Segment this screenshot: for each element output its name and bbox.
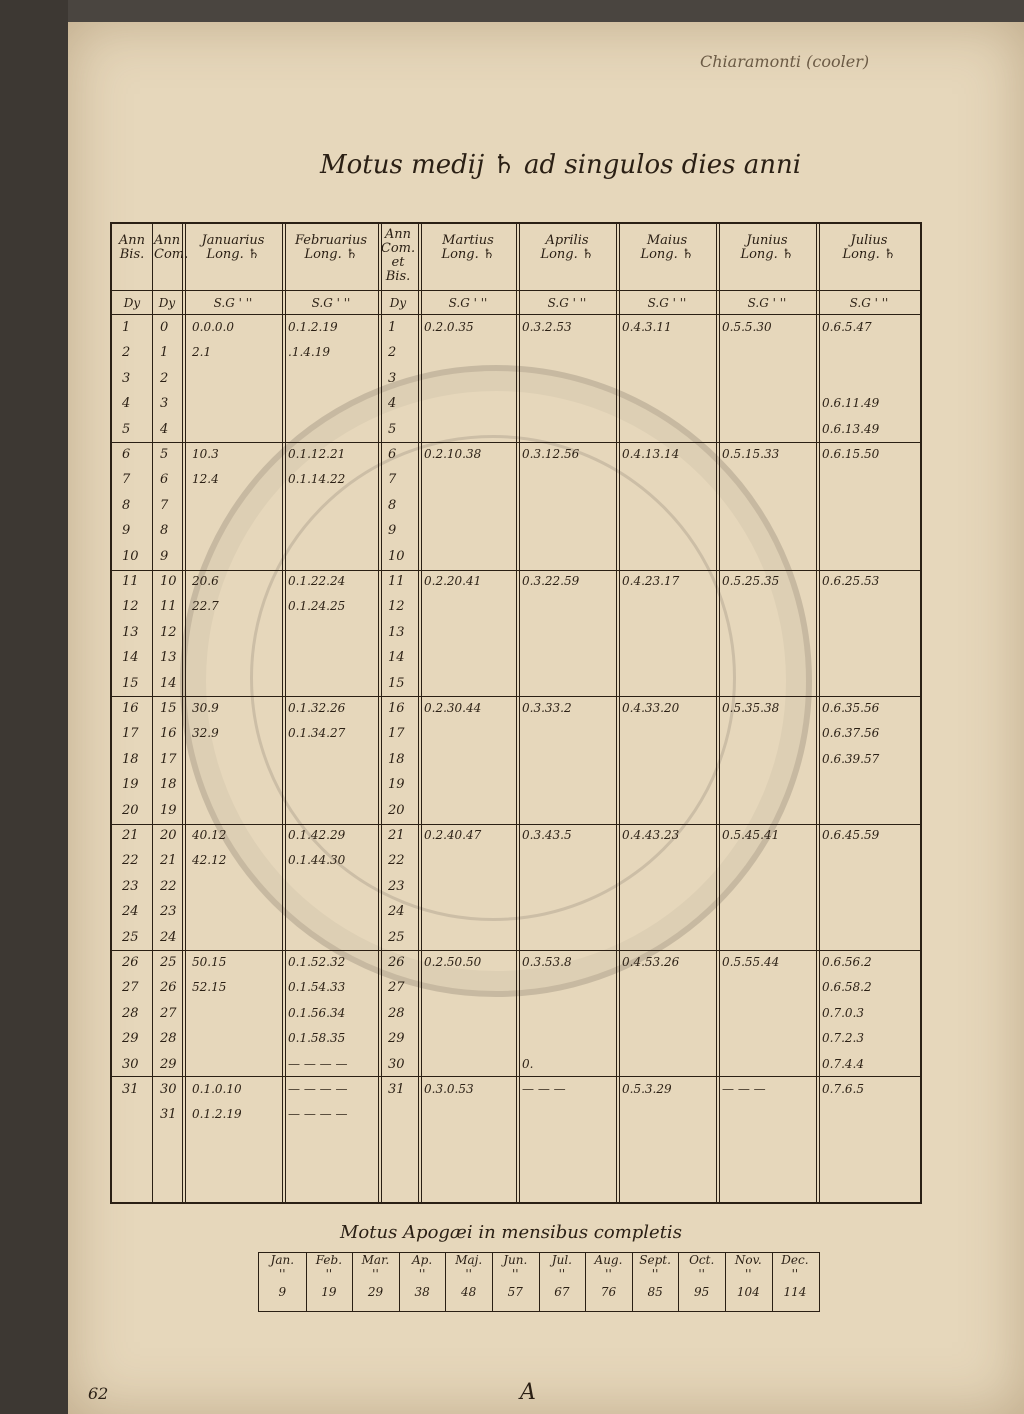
unit-dy: Dy — [158, 296, 176, 310]
unit-sg: S.G ' '' — [448, 296, 488, 310]
day-com-cell: 9 — [160, 548, 169, 564]
value-cell-mar: 0.3.0.53 — [424, 1082, 474, 1096]
day-bis-cell: 21 — [122, 828, 139, 843]
value-cell-feb: 0.1.58.35 — [288, 1031, 346, 1046]
day-com-cell: 12 — [160, 624, 177, 640]
apogee-col — [306, 1253, 354, 1311]
value-cell-apr: 0.3.33.2 — [522, 701, 572, 715]
day-mid-cell: 11 — [388, 574, 405, 589]
apogee-month: Feb. — [315, 1253, 343, 1267]
day-mid-cell: 22 — [388, 853, 405, 869]
day-com-cell: 3 — [160, 396, 169, 412]
unit-dy: Dy — [389, 296, 407, 310]
header-februarius: Februarius Long. ♄ — [294, 233, 368, 262]
col-divider — [816, 224, 820, 1202]
value-cell-jun: 0.5.15.33 — [722, 447, 780, 461]
day-bis-cell: 12 — [122, 599, 139, 615]
day-com-cell: 14 — [160, 675, 177, 691]
day-mid-cell: 30 — [388, 1056, 405, 1072]
day-bis-cell: 8 — [122, 497, 131, 513]
top-note: Chiaramonti (cooler) — [700, 52, 870, 71]
value-cell-apr: 0.3.12.56 — [522, 447, 580, 461]
day-mid-cell: 18 — [388, 751, 405, 767]
value-cell-jan: 32.9 — [192, 726, 219, 741]
day-bis-cell: 23 — [122, 878, 139, 894]
day-bis-cell: 7 — [122, 472, 131, 488]
day-bis-cell: 14 — [122, 650, 139, 666]
row-divider — [112, 314, 920, 315]
day-bis-cell: 10 — [122, 548, 139, 564]
apogee-unit: '' — [651, 1267, 659, 1281]
unit-sg: S.G ' '' — [647, 296, 687, 310]
value-cell-jan: 10.3 — [192, 447, 219, 461]
value-cell-may: 0.4.13.14 — [622, 447, 680, 461]
day-bis-cell: 22 — [122, 853, 139, 869]
day-com-cell: 4 — [160, 421, 169, 437]
day-bis-cell: 28 — [122, 1005, 139, 1021]
day-com-cell: 27 — [160, 1005, 177, 1021]
day-bis-cell: 24 — [122, 904, 139, 920]
value-cell-may: 0.4.53.26 — [622, 955, 680, 969]
value-cell-jun: 0.5.5.30 — [722, 320, 772, 334]
day-bis-cell: 17 — [122, 726, 139, 742]
apogee-unit: '' — [372, 1267, 379, 1281]
value-cell-jul: 0.6.5.47 — [822, 320, 872, 334]
apogee-title: Motus Apogæi in mensibus completis — [340, 1222, 682, 1243]
value-cell-may: 0.4.33.20 — [622, 701, 680, 715]
apogee-value: 57 — [507, 1285, 523, 1299]
apogee-month: Maj. — [455, 1253, 483, 1267]
apogee-col — [399, 1253, 447, 1311]
day-bis-cell: 27 — [122, 980, 139, 996]
apogee-col — [445, 1253, 493, 1311]
value-cell-jun: 0.5.55.44 — [722, 955, 780, 969]
apogee-col — [492, 1253, 540, 1311]
value-cell-jul: 0.7.6.5 — [822, 1082, 864, 1096]
day-com-cell: 22 — [160, 878, 177, 894]
value-cell-may: 0.4.43.23 — [622, 828, 680, 842]
value-cell-mar: 0.2.0.35 — [424, 320, 474, 334]
day-bis-cell: 11 — [122, 574, 139, 589]
day-bis-cell: 25 — [122, 929, 139, 945]
day-bis-cell: 3 — [122, 370, 131, 386]
value-cell-jan: 50.15 — [192, 955, 227, 969]
day-bis-cell: 26 — [122, 955, 139, 970]
day-com-cell: 10 — [160, 574, 177, 589]
col-divider — [152, 224, 153, 1202]
apogee-col — [772, 1253, 819, 1311]
day-com-cell: 8 — [160, 523, 169, 539]
day-com-cell: 11 — [160, 599, 177, 615]
apogee-value: 38 — [414, 1285, 430, 1299]
apogee-value: 114 — [783, 1285, 807, 1299]
row-divider — [112, 696, 920, 697]
day-com-cell: 15 — [160, 701, 177, 716]
day-com-cell: 17 — [160, 751, 177, 767]
day-mid-cell: 2 — [388, 345, 397, 361]
value-cell-jul: 0.6.11.49 — [822, 396, 880, 411]
value-cell-jan: 22.7 — [192, 599, 219, 614]
header-martius: Martius Long. ♄ — [441, 233, 495, 262]
page-edge — [0, 0, 68, 1414]
value-cell-jan: 52.15 — [192, 980, 227, 995]
apogee-unit: '' — [744, 1267, 752, 1281]
apogee-month: Ap. — [412, 1253, 433, 1267]
value-cell-mar: 0.2.50.50 — [424, 955, 482, 969]
value-cell-may: 0.4.3.11 — [622, 320, 672, 334]
day-com-cell: 30 — [160, 1082, 177, 1097]
value-cell-apr: 0.3.22.59 — [522, 574, 580, 588]
value-cell-jul: 0.6.25.53 — [822, 574, 880, 588]
apogee-value: 19 — [321, 1285, 337, 1299]
value-cell-jan: 0.1.2.19 — [192, 1107, 242, 1122]
header-januarius: Januarius Long. ♄ — [201, 233, 265, 262]
day-com-cell: 16 — [160, 726, 177, 742]
day-bis-cell: 31 — [122, 1082, 139, 1097]
value-cell-feb: — — — — — [288, 1082, 348, 1096]
value-cell-jul: 0.6.13.49 — [822, 421, 880, 436]
col-divider — [716, 224, 720, 1202]
day-com-cell: 26 — [160, 980, 177, 996]
value-cell-jun: 0.5.45.41 — [722, 828, 780, 842]
col-divider — [616, 224, 620, 1202]
apogee-col — [352, 1253, 400, 1311]
value-cell-jan: 0.1.0.10 — [192, 1082, 242, 1096]
apogee-month: Nov. — [734, 1253, 762, 1267]
value-cell-feb: — — — — — [288, 1107, 348, 1122]
unit-sg: S.G ' '' — [547, 296, 587, 310]
day-com-cell: 25 — [160, 955, 177, 970]
value-cell-mar: 0.2.30.44 — [424, 701, 482, 715]
day-mid-cell: 28 — [388, 1005, 405, 1021]
value-cell-feb: 0.1.14.22 — [288, 472, 346, 487]
value-cell-jul: 0.6.45.59 — [822, 828, 880, 842]
folio-number: 62 — [88, 1384, 109, 1403]
unit-dy: Dy — [123, 296, 141, 310]
value-cell-jan: 0.0.0.0 — [192, 320, 234, 334]
apogee-value: 85 — [647, 1285, 663, 1299]
day-mid-cell: 16 — [388, 701, 405, 716]
value-cell-jun: 0.5.25.35 — [722, 574, 780, 588]
apogee-value: 48 — [461, 1285, 477, 1299]
row-divider — [112, 950, 920, 951]
row-divider — [112, 1076, 920, 1077]
unit-sg: S.G ' '' — [849, 296, 889, 310]
day-com-cell: 18 — [160, 777, 177, 793]
apogee-value: 29 — [367, 1285, 384, 1299]
day-mid-cell: 15 — [388, 675, 405, 691]
day-mid-cell: 9 — [388, 523, 397, 539]
day-mid-cell: 8 — [388, 497, 397, 513]
apogee-month: Jan. — [270, 1253, 295, 1267]
apogee-unit: '' — [605, 1267, 612, 1281]
value-cell-feb: 0.1.12.21 — [288, 447, 346, 461]
apogee-unit: '' — [465, 1267, 472, 1281]
day-com-cell: 5 — [160, 447, 169, 462]
apogee-value: 76 — [600, 1285, 617, 1299]
day-mid-cell: 25 — [388, 929, 405, 945]
value-cell-apr: — — — — [522, 1082, 566, 1096]
row-divider — [112, 442, 920, 443]
day-com-cell: 31 — [160, 1107, 177, 1123]
value-cell-jul: 0.6.15.50 — [822, 447, 880, 461]
header-aprilis: Aprilis Long. ♄ — [540, 233, 594, 262]
apogee-month: Oct. — [689, 1253, 715, 1267]
value-cell-feb: — — — — — [288, 1056, 348, 1071]
day-mid-cell: 1 — [388, 320, 397, 335]
page-title: Motus medij ♄ ad singulos dies anni — [320, 150, 802, 180]
apogee-unit: '' — [418, 1267, 426, 1281]
apogee-month: Aug. — [594, 1253, 623, 1267]
apogee-month: Dec. — [781, 1253, 809, 1267]
day-bis-cell: 18 — [122, 751, 139, 767]
unit-sg: S.G ' '' — [213, 296, 253, 310]
day-bis-cell: 9 — [122, 523, 131, 539]
day-com-cell: 20 — [160, 828, 177, 843]
value-cell-feb: 0.1.22.24 — [288, 574, 346, 588]
day-bis-cell: 5 — [122, 421, 131, 437]
value-cell-jul: 0.6.39.57 — [822, 751, 880, 766]
day-bis-cell: 15 — [122, 675, 139, 691]
value-cell-jul: 0.6.56.2 — [822, 955, 872, 969]
apogee-value: 95 — [694, 1285, 710, 1299]
day-mid-cell: 27 — [388, 980, 405, 996]
value-cell-feb: 0.1.54.33 — [288, 980, 346, 995]
value-cell-jul: 0.7.2.3 — [822, 1031, 864, 1046]
col-divider — [418, 224, 422, 1202]
apogee-unit: '' — [278, 1267, 286, 1281]
day-mid-cell: 7 — [388, 472, 397, 488]
value-cell-feb: 0.1.42.29 — [288, 828, 346, 842]
apogee-month: Jun. — [503, 1253, 528, 1267]
row-divider — [112, 290, 920, 291]
value-cell-jan: 12.4 — [192, 472, 219, 487]
day-mid-cell: 31 — [388, 1082, 405, 1097]
value-cell-feb: 0.1.52.32 — [288, 955, 346, 969]
day-com-cell: 1 — [160, 345, 169, 361]
apogee-month: Sept. — [639, 1253, 671, 1267]
apogee-value: 67 — [554, 1285, 570, 1299]
saturn-mean-motion-table — [110, 222, 922, 1204]
value-cell-apr: 0.3.2.53 — [522, 320, 572, 334]
header-ann-bis: Ann Bis. — [118, 233, 146, 262]
day-com-cell: 0 — [160, 320, 169, 335]
value-cell-apr: 0.3.43.5 — [522, 828, 572, 842]
day-com-cell: 19 — [160, 802, 177, 818]
value-cell-jul: 0.6.58.2 — [822, 980, 872, 995]
day-bis-cell: 16 — [122, 701, 139, 716]
day-mid-cell: 5 — [388, 421, 397, 437]
value-cell-jan: 20.6 — [192, 574, 219, 588]
day-mid-cell: 12 — [388, 599, 405, 615]
header-ann-com: Ann Com. — [154, 233, 189, 262]
day-mid-cell: 20 — [388, 802, 405, 818]
value-cell-jul: 0.7.0.3 — [822, 1005, 864, 1020]
day-com-cell: 28 — [160, 1031, 177, 1047]
day-bis-cell: 19 — [122, 777, 139, 793]
value-cell-feb: 0.1.2.19 — [288, 320, 338, 334]
day-bis-cell: 20 — [122, 802, 139, 818]
value-cell-jun: 0.5.35.38 — [722, 701, 780, 715]
value-cell-mar: 0.2.20.41 — [424, 574, 482, 588]
day-mid-cell: 23 — [388, 878, 405, 894]
day-bis-cell: 13 — [122, 624, 139, 640]
day-mid-cell: 29 — [388, 1031, 405, 1047]
day-com-cell: 24 — [160, 929, 177, 945]
apogee-col — [632, 1253, 680, 1311]
day-com-cell: 29 — [160, 1056, 177, 1072]
apogee-unit: '' — [558, 1267, 566, 1281]
value-cell-apr: 0.3.53.8 — [522, 955, 572, 969]
unit-sg: S.G ' '' — [747, 296, 787, 310]
col-divider — [516, 224, 520, 1202]
apogee-unit: '' — [511, 1267, 519, 1281]
col-divider — [378, 224, 382, 1202]
day-mid-cell: 10 — [388, 548, 405, 564]
day-bis-cell: 6 — [122, 447, 131, 462]
day-mid-cell: 19 — [388, 777, 405, 793]
apogee-month: Jul. — [551, 1253, 572, 1267]
unit-sg: S.G ' '' — [311, 296, 351, 310]
day-com-cell: 23 — [160, 904, 177, 920]
col-divider — [282, 224, 286, 1202]
day-mid-cell: 6 — [388, 447, 397, 462]
day-mid-cell: 13 — [388, 624, 405, 640]
apogee-col — [678, 1253, 726, 1311]
apogee-col — [259, 1253, 307, 1311]
apogee-unit: '' — [698, 1267, 705, 1281]
apogee-motion-table — [258, 1252, 820, 1312]
day-mid-cell: 26 — [388, 955, 405, 970]
day-bis-cell: 4 — [122, 396, 131, 412]
apogee-value: 9 — [278, 1285, 287, 1299]
header-maius: Maius Long. ♄ — [640, 233, 694, 262]
day-mid-cell: 24 — [388, 904, 405, 920]
value-cell-feb: 0.1.34.27 — [288, 726, 346, 741]
value-cell-mar: 0.2.40.47 — [424, 828, 482, 842]
day-bis-cell: 30 — [122, 1056, 139, 1072]
row-divider — [112, 824, 920, 825]
header-junius: Junius Long. ♄ — [740, 233, 794, 262]
apogee-col — [725, 1253, 773, 1311]
day-mid-cell: 21 — [388, 828, 405, 843]
value-cell-jan: 42.12 — [192, 853, 227, 868]
value-cell-jul: 0.6.35.56 — [822, 701, 880, 715]
value-cell-jul: 0.7.4.4 — [822, 1056, 864, 1071]
apogee-unit: '' — [325, 1267, 333, 1281]
day-com-cell: 21 — [160, 853, 177, 869]
catchword: A — [520, 1380, 536, 1405]
apogee-month: Mar. — [361, 1253, 390, 1267]
day-com-cell: 2 — [160, 370, 169, 386]
day-com-cell: 7 — [160, 497, 169, 513]
apogee-value: 104 — [736, 1285, 760, 1299]
day-mid-cell: 17 — [388, 726, 405, 742]
value-cell-feb: .1.4.19 — [288, 345, 330, 360]
value-cell-jan: 40.12 — [192, 828, 227, 842]
day-bis-cell: 29 — [122, 1031, 139, 1047]
value-cell-jan: 30.9 — [192, 701, 219, 715]
day-bis-cell: 2 — [122, 345, 131, 361]
day-bis-cell: 1 — [122, 320, 131, 335]
day-mid-cell: 14 — [388, 650, 405, 666]
apogee-col — [585, 1253, 633, 1311]
value-cell-feb: 0.1.24.25 — [288, 599, 346, 614]
value-cell-apr: 0. — [522, 1056, 534, 1071]
value-cell-feb: 0.1.32.26 — [288, 701, 346, 715]
value-cell-may: 0.5.3.29 — [622, 1082, 672, 1096]
value-cell-jan: 2.1 — [192, 345, 212, 360]
apogee-unit: '' — [791, 1267, 799, 1281]
day-mid-cell: 3 — [388, 370, 397, 386]
value-cell-mar: 0.2.10.38 — [424, 447, 482, 461]
value-cell-feb: 0.1.56.34 — [288, 1005, 346, 1020]
header-mid: Ann Com. et Bis. — [380, 227, 416, 284]
value-cell-may: 0.4.23.17 — [622, 574, 680, 588]
day-com-cell: 13 — [160, 650, 177, 666]
apogee-col — [539, 1253, 587, 1311]
header-julius: Julius Long. ♄ — [842, 233, 896, 262]
value-cell-jun: — — — — [722, 1082, 766, 1096]
day-com-cell: 6 — [160, 472, 169, 488]
day-mid-cell: 4 — [388, 396, 397, 412]
col-divider — [182, 224, 186, 1202]
value-cell-feb: 0.1.44.30 — [288, 853, 346, 868]
row-divider — [112, 570, 920, 571]
value-cell-jul: 0.6.37.56 — [822, 726, 880, 741]
